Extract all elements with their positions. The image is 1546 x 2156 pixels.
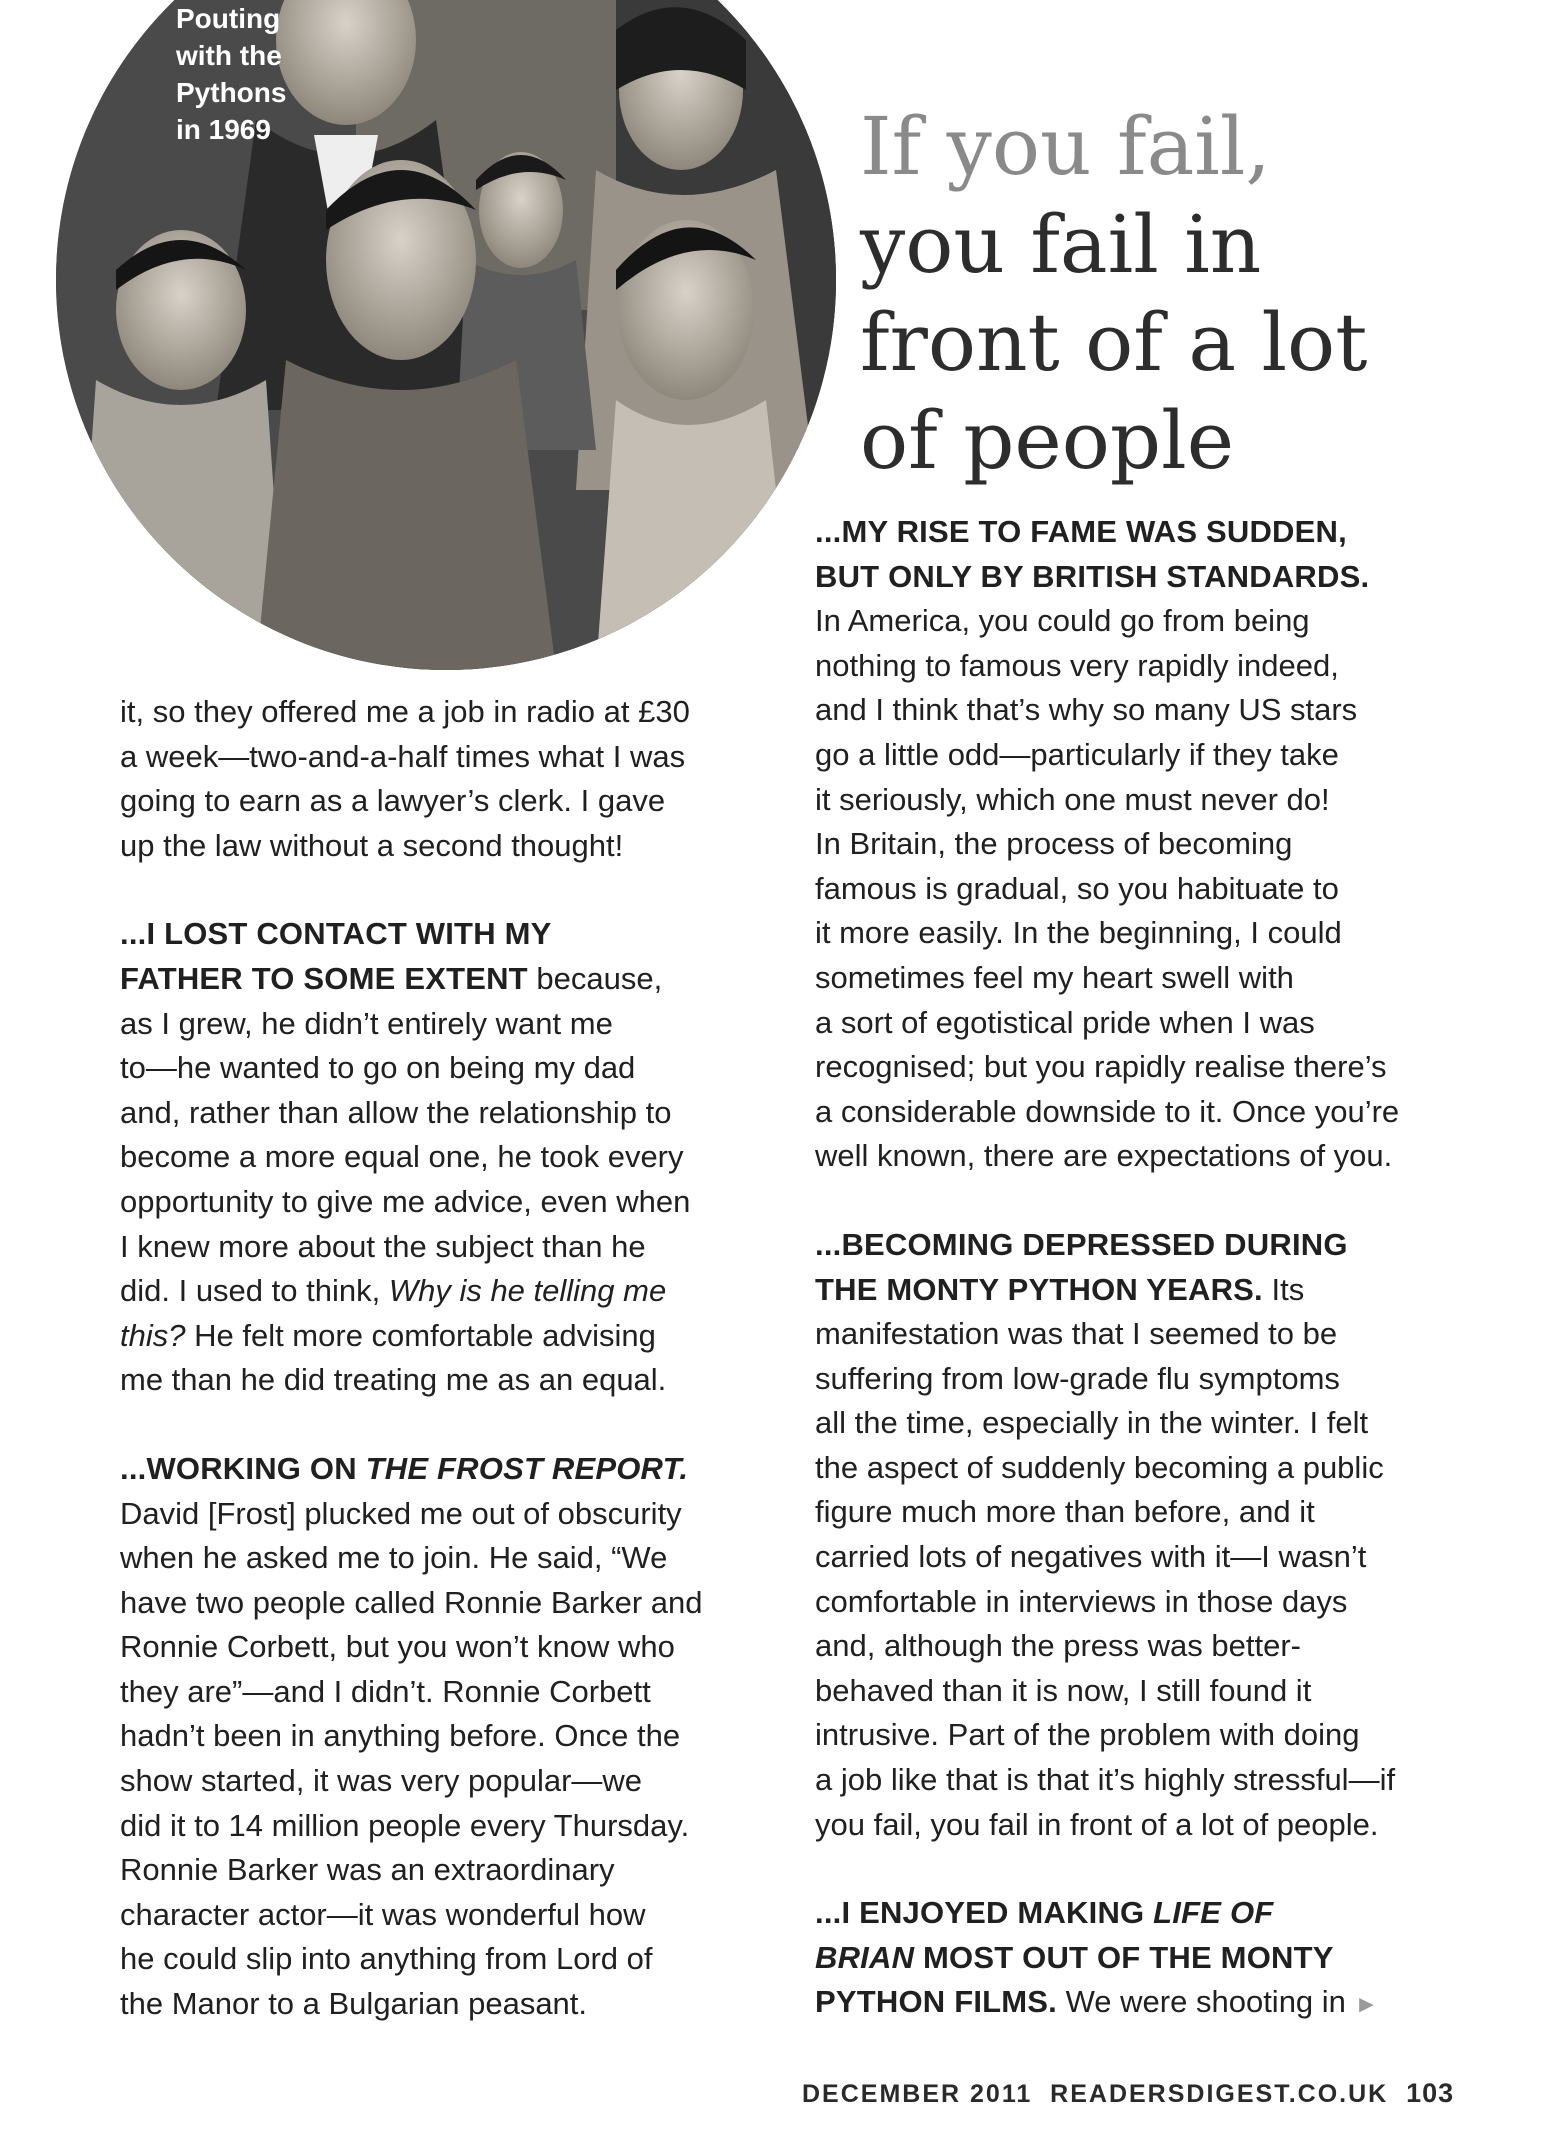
body-line: have two people called Ronnie Barker and <box>120 1584 703 1620</box>
body-line: and, although the press was better- <box>815 1628 1301 1664</box>
body-line: a week—two-and-a-half times what I was <box>120 738 686 774</box>
body-line: In America, you could go from being <box>815 603 1310 639</box>
life-of-brian-section <box>815 1891 1465 2028</box>
section-heading: ...I LOST CONTACT WITH MY <box>120 916 552 952</box>
section-heading-title: THE FROST REPORT. <box>365 1450 689 1486</box>
body-line: behaved than it is now, I still found it <box>815 1672 1312 1708</box>
body-line: me than he did treating me as an equal. <box>120 1362 667 1398</box>
photo-illustration <box>56 0 836 670</box>
body-line: nothing to famous very rapidly indeed, <box>815 647 1339 683</box>
page-number: 103 <box>1406 2078 1455 2108</box>
section-heading: ...I ENJOYED MAKING <box>815 1895 1154 1931</box>
page-footer <box>802 2078 1454 2109</box>
body-text: Its <box>1262 1271 1305 1307</box>
body-line: carried lots of negatives with it—I wasn’t <box>815 1539 1367 1575</box>
body-line: Ronnie Corbett, but you won’t know who <box>120 1629 675 1665</box>
section-heading: FATHER TO SOME EXTENT <box>120 960 528 996</box>
body-line: to—he wanted to go on being my dad <box>120 1050 636 1086</box>
section-heading: ...WORKING ON <box>120 1450 366 1486</box>
italic-thought: Why is he telling me <box>388 1273 667 1309</box>
body-line: and I think that’s why so many US stars <box>815 692 1358 728</box>
body-line: they are”—and I didn’t. Ronnie Corbett <box>120 1673 651 1709</box>
body-line: figure much more than before, and it <box>815 1494 1315 1530</box>
body-line: manifestation was that I seemed to be <box>815 1316 1338 1352</box>
body-line: hadn’t been in anything before. Once the <box>120 1718 681 1754</box>
issue-date: DECEMBER 2011 <box>802 2080 1033 2108</box>
body-text: because, <box>527 960 663 996</box>
depression-section <box>815 1223 1465 1847</box>
fame-section <box>815 510 1465 1179</box>
section-heading: BUT ONLY BY BRITISH STANDARDS. <box>815 558 1370 594</box>
body-line: character actor—it was wonderful how <box>120 1896 646 1932</box>
body-line: it, so they offered me a job in radio at £30 <box>120 694 690 729</box>
body-line: the aspect of suddenly becoming a public <box>815 1449 1384 1485</box>
body-text: did. I used to think, <box>120 1273 389 1309</box>
body-line: up the law without a second thought! <box>120 827 624 863</box>
section-heading: ...MY RISE TO FAME WAS SUDDEN, <box>815 514 1347 549</box>
body-line: comfortable in interviews in those days <box>815 1583 1348 1619</box>
intro-paragraph <box>120 690 770 868</box>
body-line: go a little odd—particularly if they take <box>815 736 1339 772</box>
website: READERSDIGEST.CO.UK <box>1050 2080 1389 2108</box>
italic-thought: this? <box>120 1317 186 1353</box>
body-line: I knew more about the subject than he <box>120 1228 646 1264</box>
body-line: opportunity to give me advice, even when <box>120 1183 691 1219</box>
right-column <box>815 510 1465 2028</box>
body-line: Ronnie Barker was an extraordinary <box>120 1852 615 1888</box>
pull-quote-line: of people <box>860 394 1235 487</box>
pull-quote <box>860 98 1500 490</box>
body-text: He felt more comfortable advising <box>185 1317 656 1353</box>
father-section <box>120 912 770 1403</box>
body-line: famous is gradual, so you habituate to <box>815 870 1339 906</box>
body-line: as I grew, he didn’t entirely want me <box>120 1005 613 1041</box>
body-line: the Manor to a Bulgarian peasant. <box>120 1986 588 2022</box>
left-column <box>120 690 770 2027</box>
pull-quote-line: If you fail, <box>860 100 1271 193</box>
continue-arrow-icon: ► <box>1354 1991 1379 2019</box>
body-line: he could slip into anything from Lord of <box>120 1941 653 1977</box>
section-heading: MOST OUT OF THE MONTY <box>914 1939 1334 1975</box>
body-line: well known, there are expectations of you. <box>815 1138 1393 1174</box>
section-heading: THE MONTY PYTHON YEARS. <box>815 1271 1263 1307</box>
body-line: intrusive. Part of the problem with doing <box>815 1717 1360 1753</box>
body-text: We were shooting in <box>1057 1984 1346 2020</box>
body-line: suffering from low-grade flu symptoms <box>815 1360 1340 1396</box>
body-line: a job like that is that it’s highly stressful—if <box>815 1762 1396 1798</box>
pull-quote-line: you fail in <box>860 198 1262 291</box>
body-line: David [Frost] plucked me out of obscurity <box>120 1495 682 1531</box>
section-heading-title: LIFE OF <box>1153 1895 1274 1931</box>
body-line: all the time, especially in the winter. I felt <box>815 1405 1369 1441</box>
body-line: sometimes feel my heart swell with <box>815 959 1294 995</box>
pull-quote-line: front of a lot <box>860 296 1368 389</box>
body-line: and, rather than allow the relationship to <box>120 1094 672 1130</box>
frost-report-section <box>120 1447 770 2027</box>
body-line: recognised; but you rapidly realise there’s <box>815 1049 1387 1085</box>
body-line: it seriously, which one must never do! <box>815 781 1330 817</box>
pythons-photo <box>56 0 836 670</box>
body-line: it more easily. In the beginning, I could <box>815 915 1342 951</box>
body-line: show started, it was very popular—we <box>120 1763 643 1799</box>
section-heading-title: BRIAN <box>815 1939 915 1975</box>
body-line: In Britain, the process of becoming <box>815 826 1293 862</box>
section-heading: PYTHON FILMS. <box>815 1984 1057 2020</box>
body-line: a considerable downside to it. Once you’re <box>815 1093 1400 1129</box>
body-line: become a more equal one, he took every <box>120 1139 684 1175</box>
body-line: a sort of egotistical pride when I was <box>815 1004 1315 1040</box>
body-line: going to earn as a lawyer’s clerk. I gave <box>120 783 666 819</box>
photo-caption: Pouting with the Pythons in 1969 <box>176 3 287 145</box>
body-line: when he asked me to join. He said, “We <box>120 1540 668 1576</box>
body-line: did it to 14 million people every Thursday. <box>120 1807 690 1843</box>
body-line: you fail, you fail in front of a lot of people. <box>815 1806 1379 1842</box>
section-heading: ...BECOMING DEPRESSED DURING <box>815 1226 1348 1262</box>
